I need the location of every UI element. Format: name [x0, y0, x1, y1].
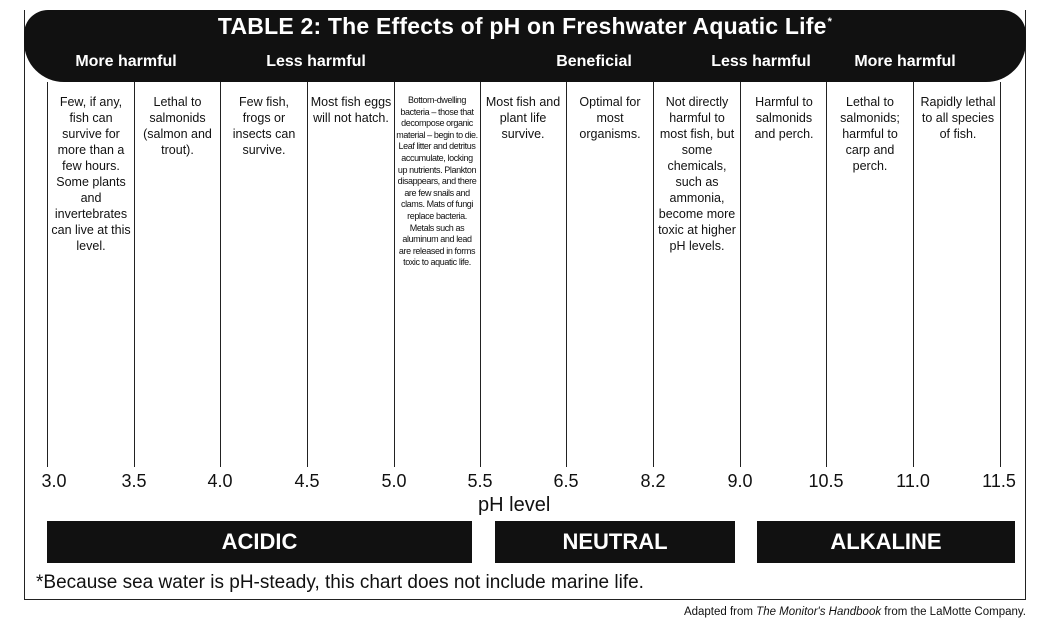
effect-label-more-harmful-alkaline: More harmful — [854, 53, 956, 70]
tick-label: 9.0 — [727, 471, 753, 491]
cell-ph-11-0: Rapidly lethal to all species of fish. — [920, 95, 996, 141]
effect-label-less-harmful-alkaline: Less harmful — [711, 53, 811, 70]
divider-6-5 — [566, 82, 567, 467]
cell-ph-6-5: Optimal for most organisms. — [579, 95, 641, 141]
tick-label: 11.5 — [982, 471, 1016, 491]
divider-9-0 — [740, 82, 741, 467]
tick-label: 10.5 — [808, 471, 844, 491]
divider-11-5 — [1000, 82, 1001, 467]
effect-label-beneficial: Beneficial — [556, 53, 632, 70]
divider-3-5 — [134, 82, 135, 467]
table-title: TABLE 2: The Effects of pH on Freshwater Aquatic Life* — [217, 13, 833, 39]
divider-4-0 — [220, 82, 221, 467]
divider-5-0 — [394, 82, 395, 467]
divider-3-0 — [47, 82, 48, 467]
tick-label: 4.0 — [207, 471, 233, 491]
tick-label: 3.5 — [121, 471, 147, 491]
tick-label: 6.5 — [553, 471, 579, 491]
cell-ph-4-5: Most fish eggs will not hatch. — [310, 95, 392, 125]
source-credit: Adapted from The Monitor's Handbook from the LaMotte Company. — [683, 606, 1026, 618]
effect-label-more-harmful-acid: More harmful — [75, 53, 177, 70]
divider-10-5 — [826, 82, 827, 467]
cell-ph-10-5: Lethal to salmonids; harmful to carp and perch. — [840, 95, 900, 173]
effect-label-less-harmful-acid: Less harmful — [266, 53, 366, 70]
cell-ph-3-5: Lethal to salmonids (salmon and trout). — [143, 95, 212, 157]
cell-ph-8-2: Not directly harmful to most fish, but some chemicals, such as ammonia, become more toxic at higher pH levels. — [658, 95, 736, 253]
cell-ph-5-0: Bottom-dwelling bacteria – those that decompose organic material – begin to die. Leaf litter and detritus accumulate, locking up nutrients. Plankton disappears, and there are few snails and clams. Mats of fungi replace bacteria. Metals such as aluminum and lead are released in forms toxic to aquatic life. — [396, 95, 478, 268]
tick-label: 11.0 — [896, 471, 930, 491]
category-alkaline: ALKALINE — [757, 521, 1015, 563]
cell-ph-9-0: Harmful to salmonids and perch. — [754, 95, 814, 141]
axis-label: pH level — [478, 494, 551, 516]
tick-label: 4.5 — [294, 471, 320, 491]
cell-ph-4-0: Few fish, frogs or insects can survive. — [232, 95, 296, 157]
tick-label: 3.0 — [41, 471, 67, 491]
tick-label: 8.2 — [640, 471, 666, 491]
divider-4-5 — [307, 82, 308, 467]
footnote: *Because sea water is pH-steady, this chart does not include marine life. — [36, 572, 644, 593]
tick-label: 5.0 — [381, 471, 407, 491]
cell-ph-3-0: Few, if any, fish can survive for more than a few hours. Some plants and invertebrates can live at this level. — [51, 95, 131, 253]
category-acidic: ACIDIC — [47, 521, 472, 563]
tick-label: 5.5 — [467, 471, 493, 491]
divider-11-0 — [913, 82, 914, 467]
cell-ph-5-5: Most fish and plant life survive. — [485, 95, 561, 141]
category-neutral: NEUTRAL — [495, 521, 735, 563]
divider-5-5 — [480, 82, 481, 467]
divider-8-2 — [653, 82, 654, 467]
